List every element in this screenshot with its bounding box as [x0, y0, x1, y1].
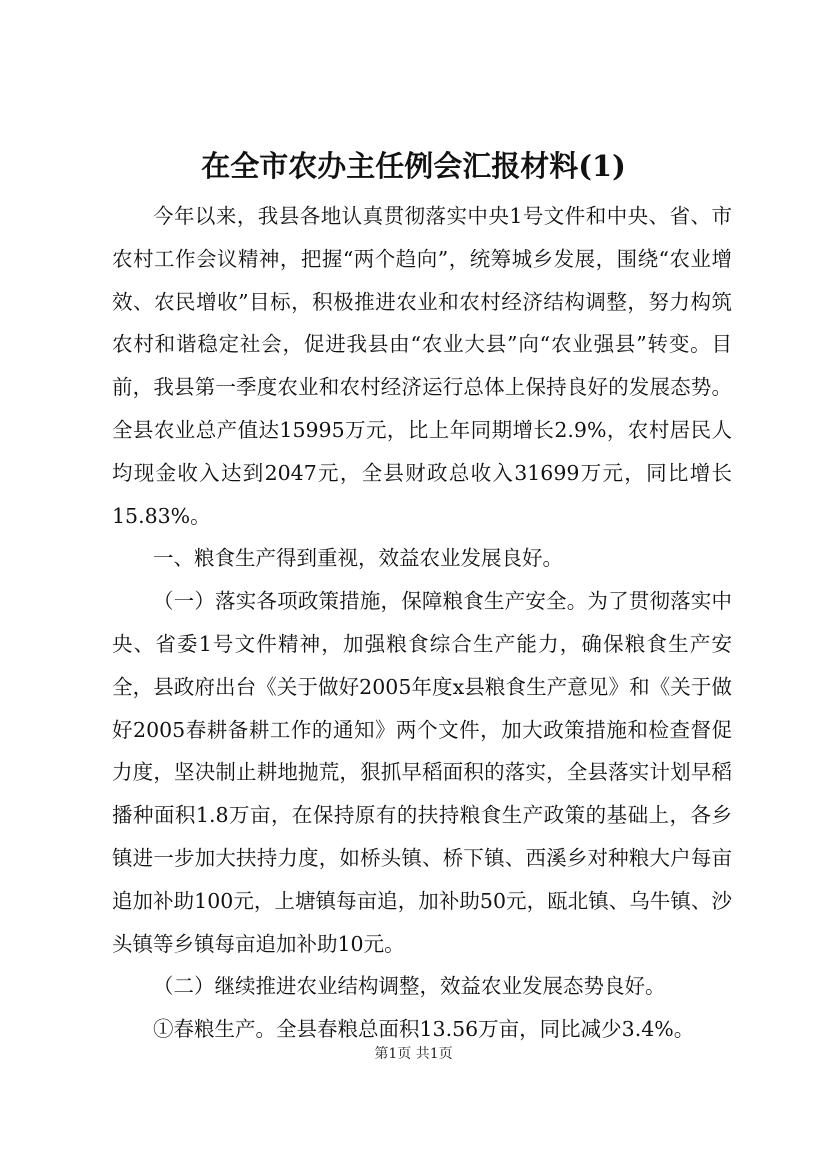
page-footer: 第1页 共1页 [374, 1046, 453, 1062]
section-heading-1: 一、粮食生产得到重视，效益农业发展良好。 [153, 546, 563, 571]
subsection-2-heading: （二）继续推进农业结构调整，效益农业发展态势良好。 [153, 974, 666, 999]
document-title: 在全市农办主任例会汇报材料(1) [201, 149, 626, 183]
intro-paragraph: 今年以来，我县各地认真贯彻落实中央1号文件和中央、省、市农村工作会议精神，把握“两个趋向”，统筹城乡发展，围绕“农业增效、农民增收”目标，积极推进农业和农村经济结构调整，努力构筑农村和谐稳定社会，促进我县由“农业大县”向“农业强县”转变。目前，我县第一季度农业和农村经济运行总体上保持良好的发展态势。全县农业总产值达15995万元，比上年同期增长2.9%，农村居民人均现金收入达到2047元，全县财政总收入31699万元，同比增长15.83%。 [112, 204, 732, 528]
subsection-1-paragraph: （一）落实各项政策措施，保障粮食生产安全。为了贯彻落实中央、省委1号文件精神，加强粮食综合生产能力，确保粮食生产安全，县政府出台《关于做好2005年度x县粮食生产意见》和《关于做好2005春耕备耕工作的通知》两个文件，加大政策措施和检查督促力度，坚决制止耕地抛荒，狠抓早稻面积的落实，全县落实计划早稻播种面积1.8万亩，在保持原有的扶持粮食生产政策的基础上，各乡镇进一步加大扶持力度，如桥头镇、桥下镇、西溪乡对种粮大户每亩追加补助100元，上塘镇每亩追，加补助50元，瓯北镇、乌牛镇、沙头镇等乡镇每亩追加补助10元。 [112, 589, 732, 956]
spring-grain-paragraph: ①春粮生产。全县春粮总面积13.56万亩，同比减少3.4%。 [153, 1017, 695, 1042]
document-body [112, 195, 732, 1051]
